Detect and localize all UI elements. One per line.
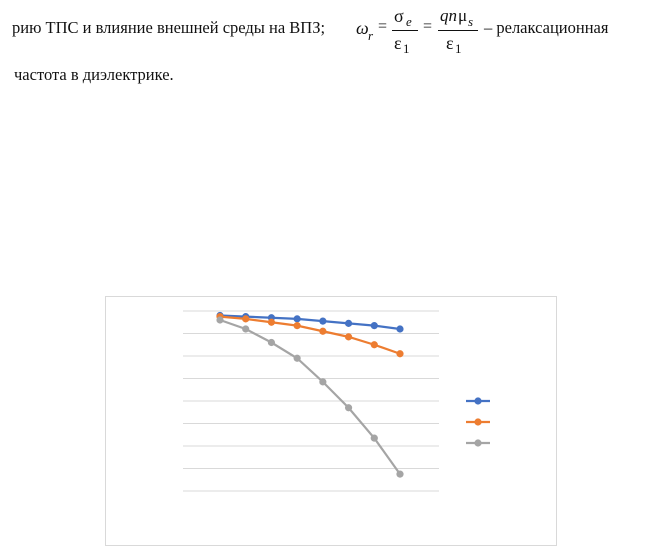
epsilon-symbol-2: ε [446, 33, 454, 53]
series-1-point-4 [294, 315, 301, 322]
series-1-point-8 [396, 325, 403, 332]
series-3-point-5 [319, 378, 326, 385]
series-3-point-6 [345, 404, 352, 411]
mu-symbol: μ [458, 6, 468, 25]
chart-frame [105, 296, 557, 546]
series-2-point-3 [268, 319, 275, 326]
series-2-point-8 [396, 350, 403, 357]
fraction-bar-1 [392, 30, 418, 31]
omega-symbol: ω [356, 18, 369, 38]
series-2-point-2 [242, 315, 249, 322]
equals-sign-1: = [378, 18, 388, 35]
mu-subscript: s [468, 14, 474, 29]
series-1-point-5 [319, 318, 326, 325]
line1-text-before: рию ТПС и влияние внешней среды на ВПЗ; [12, 18, 326, 37]
series-3-point-3 [268, 339, 275, 346]
series-3-point-1 [216, 316, 223, 323]
epsilon-subscript-2: 1 [455, 41, 462, 56]
series-2-point-7 [371, 341, 378, 348]
sigma-symbol: σ [394, 6, 404, 26]
series-2-point-4 [294, 322, 301, 329]
series-3-point-4 [294, 355, 301, 362]
sigma-subscript: e [406, 14, 412, 29]
legend-series-1-marker [474, 397, 481, 404]
series-1-point-6 [345, 320, 352, 327]
epsilon-subscript-1: 1 [403, 41, 410, 56]
omega-subscript: r [368, 28, 374, 43]
paragraph-line-1 [12, 18, 325, 38]
series-2-point-5 [319, 328, 326, 335]
line1-text-after: – релаксационная [484, 18, 609, 37]
line-chart [106, 297, 556, 545]
series-3-point-8 [396, 471, 403, 478]
epsilon-symbol-1: ε [394, 33, 402, 53]
series-3-point-2 [242, 325, 249, 332]
charge-concentration: qn [440, 6, 457, 25]
series-3-point-7 [371, 435, 378, 442]
legend-series-2-marker [474, 418, 481, 425]
series-2-point-6 [345, 333, 352, 340]
equals-sign-2: = [423, 18, 433, 35]
legend-series-3-marker [474, 439, 481, 446]
fraction-bar-2 [438, 30, 478, 31]
paragraph-line-2: частота в диэлектрике. [14, 65, 174, 84]
series-1-point-7 [371, 322, 378, 329]
